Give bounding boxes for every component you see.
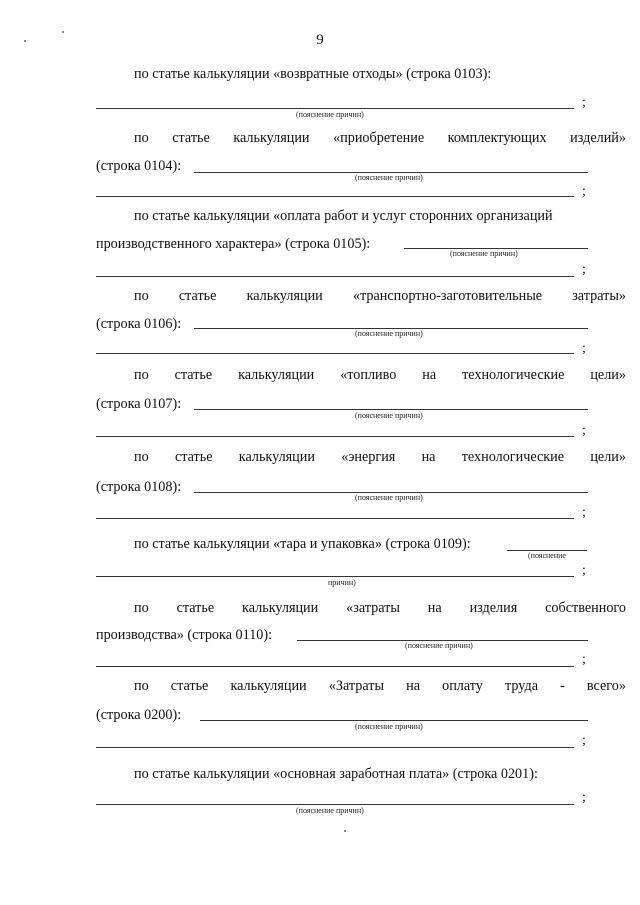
item-0104-answer-line-2[interactable] [96,196,574,197]
item-0200-code: (строка 0200): [96,707,182,723]
item-0110-text: по статье калькуляции «затраты на изделия собственного [134,600,626,616]
item-0103-answer-line[interactable] [96,108,574,109]
item-0200-hint: (пояснение причин) [355,722,423,731]
item-0110-answer-line-2[interactable] [96,666,574,667]
item-0106-text: по статье калькуляции «транспортно-заготовительные затраты» [134,288,626,304]
item-0200-text: по статье калькуляции «Затраты на оплату труда - всего» [134,678,626,694]
item-0107-hint: (пояснение причин) [355,411,423,420]
item-0103-text: по статье калькуляции «возвратные отходы» (строка 0103): [134,66,492,82]
item-0110-hint: (пояснение причин) [405,641,473,650]
item-0104-code: (строка 0104): [96,158,182,174]
item-0105-code: производственного характера» (строка 0105): [96,236,371,252]
item-0107-code: (строка 0107): [96,396,182,412]
item-0200-answer-line-2[interactable] [96,747,574,748]
item-0108-code: (строка 0108): [96,479,182,495]
item-0106-answer-line-2[interactable] [96,353,574,354]
item-0109-semicolon: ; [582,563,586,578]
item-0108-hint: (пояснение причин) [355,493,423,502]
item-0200-semicolon: ; [582,733,586,748]
item-0109-answer-line-2[interactable] [96,576,574,577]
item-0108-text: по статье калькуляции «энергия на технологические цели» [134,449,626,465]
item-0105-hint: (пояснение причин) [450,249,518,258]
item-0110-semicolon: ; [582,652,586,667]
item-0109-hint-part1: (пояснение [528,551,566,560]
item-0106-hint: (пояснение причин) [355,329,423,338]
item-0107-semicolon: ; [582,423,586,438]
item-0105-semicolon: ; [582,262,586,277]
item-0106-code: (строка 0106): [96,316,182,332]
scan-speck [344,830,346,832]
item-0104-hint: (пояснение причин) [355,173,423,182]
item-0201-hint: (пояснение причин) [296,806,364,815]
item-0109-text: по статье калькуляции «тара и упаковка» (строка 0109): [134,536,471,552]
item-0200-answer-line-1[interactable] [200,720,588,721]
item-0107-answer-line-1[interactable] [194,409,588,410]
item-0103-semicolon: ; [582,95,586,110]
item-0109-hint-part2: причин) [328,578,356,587]
item-0201-answer-line[interactable] [96,804,574,805]
item-0105-text: по статье калькуляции «оплата работ и услуг сторонних организаций [134,208,553,224]
item-0108-semicolon: ; [582,505,586,520]
item-0104-semicolon: ; [582,184,586,199]
item-0103-hint: (пояснение причин) [296,110,364,119]
item-0201-semicolon: ; [582,790,586,805]
item-0201-text: по статье калькуляции «основная заработная плата» (строка 0201): [134,766,538,782]
item-0107-answer-line-2[interactable] [96,436,574,437]
item-0104-text: по статье калькуляции «приобретение комплектующих изделий» [134,130,626,146]
page-number: 9 [316,32,324,48]
item-0108-answer-line-2[interactable] [96,518,574,519]
item-0105-answer-line-2[interactable] [96,276,574,277]
item-0106-semicolon: ; [582,341,586,356]
item-0107-text: по статье калькуляции «топливо на технологические цели» [134,367,626,383]
item-0110-code: производства» (строка 0110): [96,627,273,643]
